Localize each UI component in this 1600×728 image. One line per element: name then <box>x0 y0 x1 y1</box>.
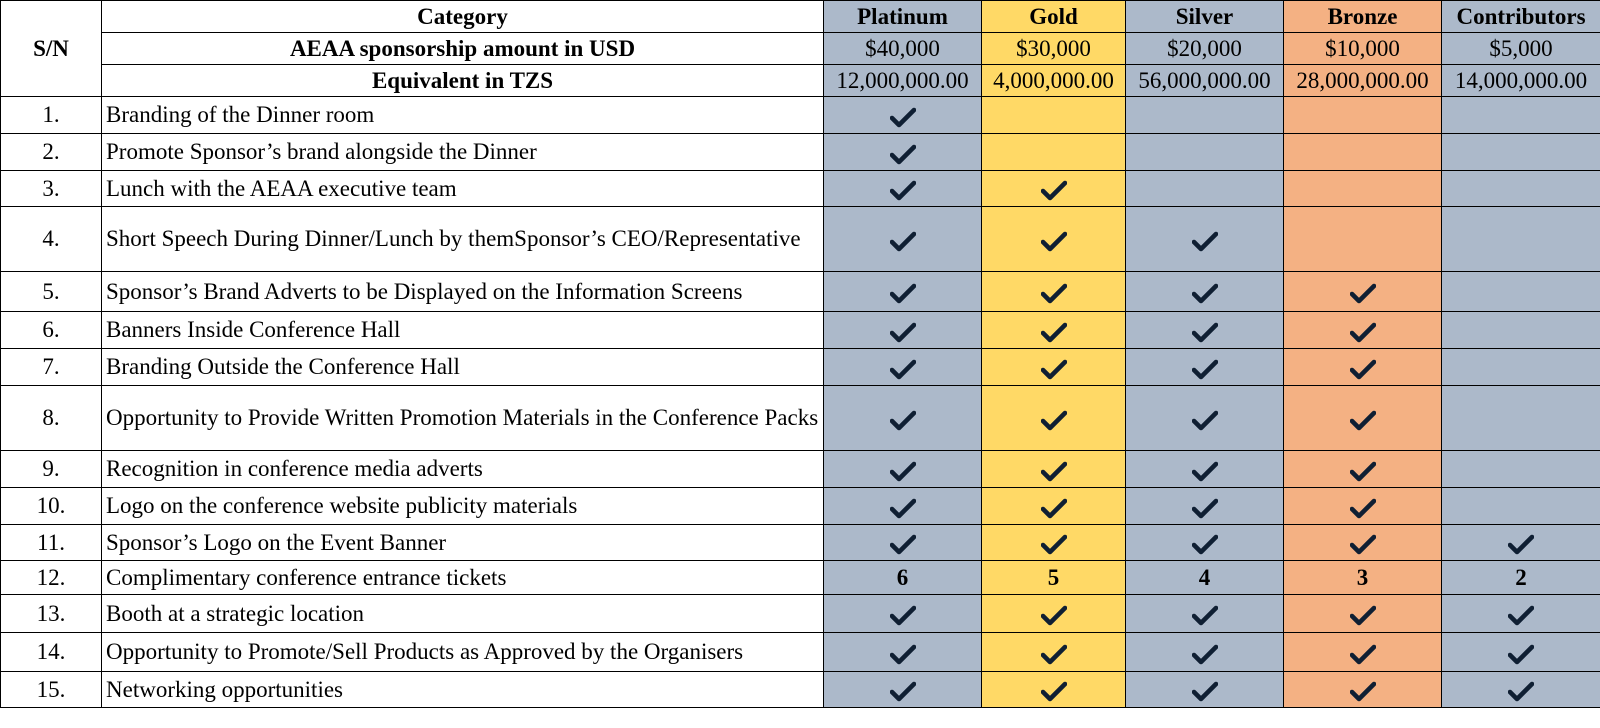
row-number: 9. <box>1 451 102 488</box>
tier-tzs-platinum: 12,000,000.00 <box>824 65 982 97</box>
benefit-label: Booth at a strategic location <box>102 595 824 633</box>
check-icon <box>890 409 916 431</box>
tier-cell-gold <box>982 349 1126 386</box>
tier-cell-bronze <box>1284 349 1442 386</box>
tier-tzs-bronze: 28,000,000.00 <box>1284 65 1442 97</box>
check-icon <box>890 106 916 128</box>
check-icon <box>890 643 916 665</box>
tier-usd-bronze: $10,000 <box>1284 33 1442 65</box>
check-icon <box>890 179 916 201</box>
benefit-label: Opportunity to Promote/Sell Products as Approved by the Organisers <box>102 633 824 672</box>
check-icon <box>890 230 916 252</box>
tier-cell-gold <box>982 595 1126 633</box>
check-icon <box>1041 282 1067 304</box>
check-icon <box>890 282 916 304</box>
tier-cell-bronze <box>1284 672 1442 708</box>
tier-name-bronze: Bronze <box>1284 1 1442 33</box>
row-number: 14. <box>1 633 102 672</box>
check-icon <box>1350 409 1376 431</box>
row-number: 4. <box>1 207 102 272</box>
check-icon <box>1192 230 1218 252</box>
tier-cell-platinum <box>824 134 982 171</box>
tier-cell-contributors <box>1442 672 1600 708</box>
tier-cell-platinum <box>824 386 982 451</box>
tier-cell-bronze <box>1284 525 1442 561</box>
benefit-row <box>1 171 1600 207</box>
tier-cell-contributors <box>1442 525 1600 561</box>
check-icon <box>1192 460 1218 482</box>
tier-cell-gold <box>982 633 1126 672</box>
benefit-row <box>1 525 1600 561</box>
tier-cell-platinum <box>824 488 982 525</box>
check-icon <box>1041 604 1067 626</box>
header-row-tzs <box>1 65 1600 97</box>
tier-cell-bronze <box>1284 272 1442 312</box>
row-number: 12. <box>1 561 102 595</box>
check-icon <box>1350 643 1376 665</box>
check-icon <box>1508 643 1534 665</box>
row-number: 8. <box>1 386 102 451</box>
tier-cell-contributors <box>1442 171 1600 207</box>
benefit-row <box>1 272 1600 312</box>
check-icon <box>890 143 916 165</box>
tier-usd-silver: $20,000 <box>1126 33 1284 65</box>
tier-cell-gold <box>982 97 1126 134</box>
tier-usd-platinum: $40,000 <box>824 33 982 65</box>
benefit-label: Lunch with the AEAA executive team <box>102 171 824 207</box>
check-icon <box>1192 533 1218 555</box>
tier-cell-bronze <box>1284 595 1442 633</box>
tier-cell-bronze <box>1284 171 1442 207</box>
tier-cell-bronze <box>1284 451 1442 488</box>
check-icon <box>1350 282 1376 304</box>
benefit-label: Recognition in conference media adverts <box>102 451 824 488</box>
check-icon <box>890 321 916 343</box>
benefit-label: Networking opportunities <box>102 672 824 708</box>
tier-cell-bronze <box>1284 134 1442 171</box>
tier-cell-gold <box>982 272 1126 312</box>
tier-cell-silver <box>1126 97 1284 134</box>
benefit-row <box>1 349 1600 386</box>
tier-cell-silver <box>1126 312 1284 349</box>
ticket-count: 3 <box>1284 561 1442 595</box>
tier-cell-bronze <box>1284 312 1442 349</box>
tier-cell-gold <box>982 312 1126 349</box>
row-number: 2. <box>1 134 102 171</box>
tier-cell-platinum <box>824 97 982 134</box>
tier-cell-silver <box>1126 525 1284 561</box>
amount-header: AEAA sponsorship amount in USD <box>102 33 824 65</box>
tier-cell-gold <box>982 134 1126 171</box>
tier-tzs-silver: 56,000,000.00 <box>1126 65 1284 97</box>
tier-cell-contributors <box>1442 488 1600 525</box>
tier-cell-contributors <box>1442 386 1600 451</box>
ticket-count: 2 <box>1442 561 1600 595</box>
tier-cell-contributors <box>1442 207 1600 272</box>
check-icon <box>1508 604 1534 626</box>
check-icon <box>1508 680 1534 702</box>
tier-cell-contributors <box>1442 272 1600 312</box>
tier-cell-silver <box>1126 207 1284 272</box>
sn-header: S/N <box>1 1 102 97</box>
benefit-label: Sponsor’s Brand Adverts to be Displayed on the Information Screens <box>102 272 824 312</box>
tier-cell-platinum <box>824 672 982 708</box>
benefit-row <box>1 386 1600 451</box>
tier-name-gold: Gold <box>982 1 1126 33</box>
row-number: 10. <box>1 488 102 525</box>
tier-cell-gold <box>982 451 1126 488</box>
check-icon <box>890 460 916 482</box>
tier-cell-silver <box>1126 134 1284 171</box>
tier-cell-silver <box>1126 272 1284 312</box>
benefit-row <box>1 451 1600 488</box>
tier-cell-silver <box>1126 488 1284 525</box>
check-icon <box>890 604 916 626</box>
check-icon <box>1041 497 1067 519</box>
benefit-label: Logo on the conference website publicity materials <box>102 488 824 525</box>
check-icon <box>890 497 916 519</box>
benefit-row <box>1 595 1600 633</box>
tier-cell-contributors <box>1442 312 1600 349</box>
tier-cell-contributors <box>1442 349 1600 386</box>
row-number: 3. <box>1 171 102 207</box>
tier-cell-contributors <box>1442 633 1600 672</box>
check-icon <box>1041 643 1067 665</box>
check-icon <box>1350 497 1376 519</box>
check-icon <box>1350 680 1376 702</box>
ticket-count: 5 <box>982 561 1126 595</box>
tier-cell-silver <box>1126 349 1284 386</box>
check-icon <box>1041 358 1067 380</box>
tier-cell-gold <box>982 171 1126 207</box>
check-icon <box>1192 604 1218 626</box>
row-number: 1. <box>1 97 102 134</box>
benefit-label: Branding Outside the Conference Hall <box>102 349 824 386</box>
check-icon <box>1350 321 1376 343</box>
benefit-row <box>1 134 1600 171</box>
tier-usd-gold: $30,000 <box>982 33 1126 65</box>
tier-cell-platinum <box>824 633 982 672</box>
row-number: 11. <box>1 525 102 561</box>
check-icon <box>1041 321 1067 343</box>
tier-cell-contributors <box>1442 97 1600 134</box>
benefit-label: Opportunity to Provide Written Promotion Materials in the Conference Packs <box>102 386 824 451</box>
benefit-row <box>1 312 1600 349</box>
check-icon <box>890 533 916 555</box>
check-icon <box>1041 460 1067 482</box>
row-number: 5. <box>1 272 102 312</box>
benefit-label: Branding of the Dinner room <box>102 97 824 134</box>
header-row-usd <box>1 33 1600 65</box>
tier-usd-contributors: $5,000 <box>1442 33 1600 65</box>
check-icon <box>1350 358 1376 380</box>
check-icon <box>1508 533 1534 555</box>
check-icon <box>1192 358 1218 380</box>
benefit-row <box>1 207 1600 272</box>
tier-cell-gold <box>982 488 1126 525</box>
check-icon <box>1350 460 1376 482</box>
ticket-count: 4 <box>1126 561 1284 595</box>
check-icon <box>1350 604 1376 626</box>
check-icon <box>1192 643 1218 665</box>
benefit-row <box>1 633 1600 672</box>
benefit-row <box>1 488 1600 525</box>
tier-cell-platinum <box>824 525 982 561</box>
row-number: 7. <box>1 349 102 386</box>
tier-cell-platinum <box>824 312 982 349</box>
tier-tzs-gold: 4,000,000.00 <box>982 65 1126 97</box>
check-icon <box>1192 282 1218 304</box>
check-icon <box>1192 680 1218 702</box>
tier-name-contributors: Contributors <box>1442 1 1600 33</box>
tier-cell-silver <box>1126 171 1284 207</box>
tzs-header: Equivalent in TZS <box>102 65 824 97</box>
tier-cell-contributors <box>1442 134 1600 171</box>
tier-cell-platinum <box>824 171 982 207</box>
tier-name-platinum: Platinum <box>824 1 982 33</box>
tier-tzs-contributors: 14,000,000.00 <box>1442 65 1600 97</box>
header-row-category <box>1 1 1600 33</box>
tier-cell-bronze <box>1284 97 1442 134</box>
check-icon <box>890 358 916 380</box>
benefit-label: Sponsor’s Logo on the Event Banner <box>102 525 824 561</box>
tier-cell-gold <box>982 672 1126 708</box>
tier-cell-bronze <box>1284 386 1442 451</box>
benefit-label: Promote Sponsor’s brand alongside the Dinner <box>102 134 824 171</box>
check-icon <box>1192 409 1218 431</box>
row-number: 6. <box>1 312 102 349</box>
tier-cell-silver <box>1126 595 1284 633</box>
check-icon <box>1041 230 1067 252</box>
tier-cell-gold <box>982 525 1126 561</box>
tier-cell-contributors <box>1442 451 1600 488</box>
tier-cell-gold <box>982 207 1126 272</box>
tier-cell-platinum <box>824 207 982 272</box>
tier-name-silver: Silver <box>1126 1 1284 33</box>
tier-cell-platinum <box>824 272 982 312</box>
tier-cell-gold <box>982 386 1126 451</box>
check-icon <box>1041 680 1067 702</box>
check-icon <box>1192 497 1218 519</box>
tier-cell-bronze <box>1284 633 1442 672</box>
benefit-label: Complimentary conference entrance tickets <box>102 561 824 595</box>
check-icon <box>1192 321 1218 343</box>
tier-cell-silver <box>1126 451 1284 488</box>
row-number: 13. <box>1 595 102 633</box>
benefit-label: Short Speech During Dinner/Lunch by themSponsor’s CEO/Representative <box>102 207 824 272</box>
tier-cell-platinum <box>824 451 982 488</box>
benefit-row <box>1 561 1600 595</box>
benefit-row <box>1 97 1600 134</box>
check-icon <box>1041 533 1067 555</box>
tier-cell-bronze <box>1284 207 1442 272</box>
category-header: Category <box>102 1 824 33</box>
tier-cell-contributors <box>1442 595 1600 633</box>
check-icon <box>890 680 916 702</box>
tier-cell-bronze <box>1284 488 1442 525</box>
tier-cell-silver <box>1126 672 1284 708</box>
benefit-row <box>1 672 1600 708</box>
check-icon <box>1041 179 1067 201</box>
ticket-count: 6 <box>824 561 982 595</box>
tier-cell-platinum <box>824 349 982 386</box>
tier-cell-silver <box>1126 633 1284 672</box>
check-icon <box>1350 533 1376 555</box>
row-number: 15. <box>1 672 102 708</box>
benefit-label: Banners Inside Conference Hall <box>102 312 824 349</box>
check-icon <box>1041 409 1067 431</box>
tier-cell-platinum <box>824 595 982 633</box>
tier-cell-silver <box>1126 386 1284 451</box>
